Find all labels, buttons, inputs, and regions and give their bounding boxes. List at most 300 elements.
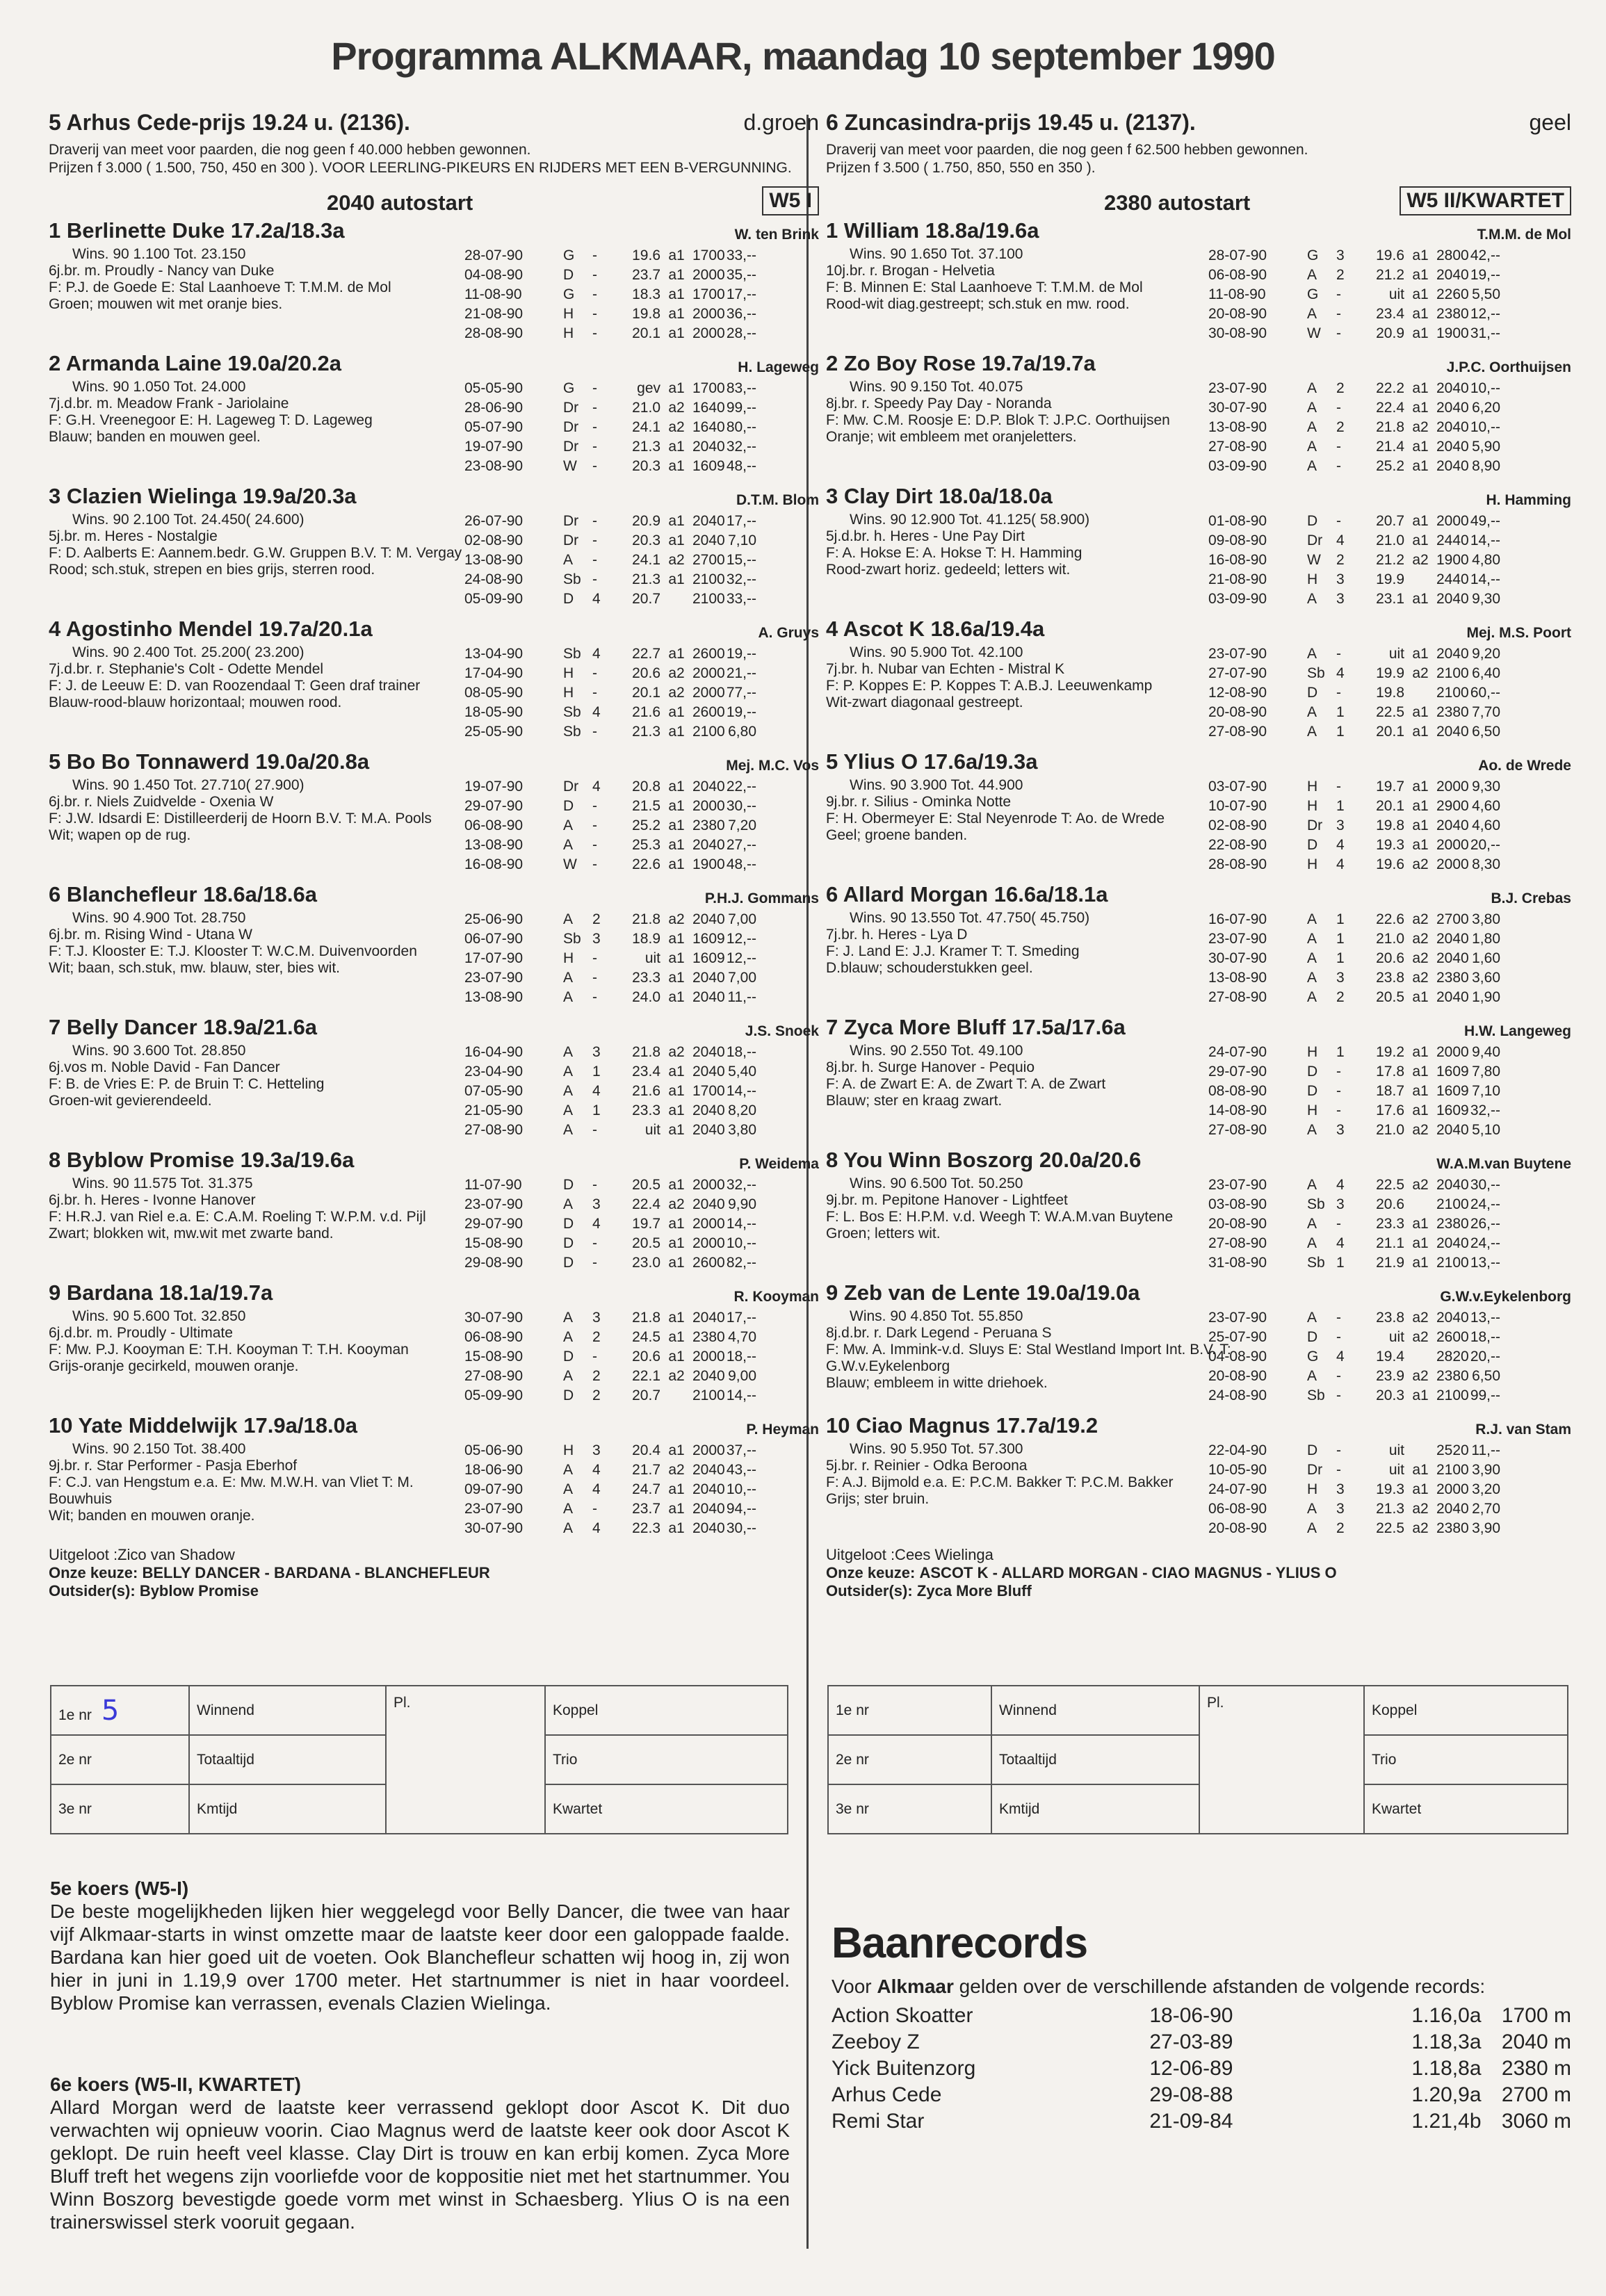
result-cell: 7,70 [1472, 704, 1500, 720]
recent-results [1208, 1043, 1500, 1140]
horse-info-line: Wins. 90 12.900 Tot. 41.125( 58.900) [850, 512, 1090, 528]
result-cell: 22.5 [1376, 1520, 1404, 1536]
result-cell: - [592, 1235, 597, 1251]
result-cell: 20.9 [632, 513, 660, 529]
result-cell: 24-07-90 [1208, 1044, 1267, 1060]
result-cell: 20.7 [632, 1387, 660, 1403]
horse-info [49, 1175, 466, 1242]
result-cell: 2000 [1436, 779, 1469, 795]
result-cell: 7,80 [1472, 1064, 1500, 1080]
horse-info-line: Wins. 90 2.150 Tot. 38.400 [72, 1441, 246, 1457]
recent-results [1208, 910, 1500, 1007]
grid-cell-winnend: Winnend [991, 1686, 1199, 1735]
result-cell: 28-08-90 [464, 325, 524, 341]
horse-name: 9 Bardana 18.1a/19.7a [49, 1280, 273, 1305]
result-cell: 21.4 [1376, 439, 1404, 455]
result-cell: a1 [668, 950, 685, 966]
result-cell: - [592, 571, 597, 587]
result-cell: a2 [1412, 931, 1429, 947]
horse-info-line: Oranje; wit embleem met oranjeletters. [826, 429, 1077, 445]
result-cell: a2 [668, 665, 685, 681]
horse-info-line: F: P. Koppes E: P. Koppes T: A.B.J. Leeuwenkamp [826, 678, 1153, 694]
result-cell: A [1307, 1177, 1317, 1193]
result-cell: 6,50 [1472, 1368, 1500, 1384]
result-cell: a2 [1412, 1329, 1429, 1345]
result-cell: 2 [1336, 419, 1345, 435]
horse-info-line: Wins. 90 5.600 Tot. 32.850 [72, 1308, 246, 1324]
result-cell: 4,60 [1472, 817, 1500, 833]
onze-keuze-value: ASCOT K - ALLARD MORGAN - CIAO MAGNUS - YLIUS O [919, 1564, 1337, 1581]
result-cell: 27-08-90 [1208, 989, 1267, 1005]
result-cell: 24.1 [632, 552, 660, 568]
result-cell: 4 [592, 1462, 601, 1478]
result-cell: 27-08-90 [464, 1122, 524, 1138]
horse-info-line: F: A. de Zwart E: A. de Zwart T: A. de Zwart [826, 1076, 1106, 1092]
result-cell: 48,-- [726, 856, 756, 872]
result-cell: 20.1 [1376, 798, 1404, 814]
result-cell: 23-07-90 [464, 1501, 524, 1517]
horse-info-line: 8j.br. h. Surge Hanover - Pequio [826, 1059, 1035, 1075]
result-cell: 12,-- [1470, 306, 1500, 322]
horse-info-line: 5j.d.br. h. Heres - Une Pay Dirt [826, 528, 1025, 544]
result-cell: 2 [1336, 552, 1345, 568]
result-cell: 2040 [1436, 724, 1469, 740]
result-cell: A [563, 1462, 574, 1478]
result-cell: 14,-- [1470, 571, 1500, 587]
result-cell: 20.9 [1376, 325, 1404, 341]
result-cell: 06-08-90 [1208, 1501, 1267, 1517]
result-cell: 20,-- [1470, 1349, 1500, 1365]
result-row [1208, 1062, 1500, 1082]
horse-info-line: F: J. Land E: J.J. Kramer T: T. Smeding [826, 943, 1080, 959]
result-cell: 15-08-90 [464, 1235, 524, 1251]
horse-name: 8 You Winn Boszorg 20.0a/20.6 [826, 1148, 1142, 1172]
result-cell: 21.0 [632, 400, 660, 416]
result-cell: - [592, 1255, 597, 1271]
result-cell: 25.2 [1376, 458, 1404, 474]
result-cell: 4 [1336, 1235, 1345, 1251]
result-row [464, 1347, 756, 1367]
result-row [464, 1460, 756, 1480]
result-row [464, 1308, 756, 1328]
recent-results [1208, 1441, 1500, 1538]
result-row [1208, 1234, 1500, 1253]
horse-entry [826, 1413, 1571, 1546]
result-cell: - [1336, 779, 1341, 795]
result-cell: a1 [1412, 532, 1429, 548]
horse-info-line: 6j.vos m. Noble David - Fan Dancer [49, 1059, 280, 1075]
result-cell: - [1336, 1329, 1341, 1345]
horse-info-line: 9j.br. r. Silius - Ominka Notte [826, 794, 1012, 810]
result-row [1208, 324, 1500, 343]
result-cell: 18.9 [632, 931, 660, 947]
result-cell: a2 [668, 685, 685, 701]
horse-info-line: Wins. 90 5.950 Tot. 57.300 [850, 1441, 1023, 1457]
result-cell: 20-08-90 [1208, 1216, 1267, 1232]
result-cell: 2 [1336, 267, 1345, 283]
result-cell: 21.9 [1376, 1255, 1404, 1271]
result-cell: - [1336, 1102, 1341, 1118]
result-cell: 1,80 [1472, 931, 1500, 947]
horse-info-line: Wins. 90 13.550 Tot. 47.750( 45.750) [850, 910, 1090, 926]
result-cell: 4,60 [1472, 798, 1500, 814]
result-row [1208, 988, 1500, 1007]
horse-info-line: F: G.H. Vreenegoor E: H. Lageweg T: D. Lageweg [49, 412, 373, 428]
result-cell: 2000 [692, 685, 725, 701]
result-cell: 21-08-90 [464, 306, 524, 322]
result-cell: a1 [668, 1122, 685, 1138]
result-cell: - [1336, 513, 1341, 529]
outsiders [826, 1582, 1571, 1600]
result-cell: a1 [1412, 306, 1429, 322]
result-row [464, 246, 756, 266]
result-cell: 23-07-90 [464, 970, 524, 986]
result-cell: Dr [1307, 817, 1323, 833]
result-row [1208, 551, 1500, 570]
record-cell: 2700 m [1501, 2083, 1571, 2106]
trainer-name: B.J. Crebas [1491, 890, 1571, 906]
result-cell: 5,40 [728, 1064, 756, 1080]
result-cell: 23.8 [1376, 970, 1404, 986]
result-cell: 19.3 [1376, 1481, 1404, 1497]
result-cell: a2 [1412, 419, 1429, 435]
result-cell: 19.6 [632, 247, 660, 263]
grid-cell-trio: Trio [1364, 1735, 1568, 1784]
horse-info-line: 5j.br. m. Heres - Nostalgie [49, 528, 218, 544]
result-cell: 06-08-90 [464, 1329, 524, 1345]
result-cell: 22.4 [1376, 400, 1404, 416]
result-cell: 2040 [692, 532, 725, 548]
baanrecords-table [832, 2003, 1571, 2135]
result-cell: 2000 [692, 267, 725, 283]
horse-info [826, 1441, 1243, 1508]
grid-cell-kwartet: Kwartet [545, 1784, 788, 1834]
record-cell: 27-03-89 [1149, 2030, 1233, 2053]
result-cell: 1,90 [1472, 989, 1500, 1005]
result-cell [1404, 1347, 1436, 1367]
result-cell: 2 [1336, 989, 1345, 1005]
race-conditions: Draverij van meet voor paarden, die nog geen f 62.500 hebben gewonnen. [826, 142, 1308, 158]
grid-cell-kmtijd: Kmtijd [991, 1784, 1199, 1834]
result-cell: 01-08-90 [1208, 513, 1267, 529]
recent-results [1208, 512, 1500, 609]
result-cell: 2000 [692, 325, 725, 341]
result-cell: 2100 [692, 724, 725, 740]
handwritten-number: 5 [101, 1694, 120, 1727]
trainer-name: W. ten Brink [734, 227, 819, 243]
horse-name: 2 Zo Boy Rose 19.7a/19.7a [826, 351, 1096, 375]
result-cell: 2040 [692, 1310, 725, 1326]
result-cell: 2000 [1436, 856, 1469, 872]
outsider-label: Outsider(s): [49, 1582, 136, 1599]
result-cell: 03-09-90 [1208, 458, 1267, 474]
result-row [464, 1214, 756, 1234]
record-cell: 18-06-90 [1149, 2004, 1233, 2027]
result-cell: 3 [592, 931, 601, 947]
result-row [1208, 512, 1500, 531]
result-cell: 26,-- [1470, 1216, 1500, 1232]
result-row [464, 644, 756, 664]
result-row [1208, 1367, 1500, 1386]
result-cell: a1 [1412, 817, 1429, 833]
result-cell: 31,-- [1470, 325, 1500, 341]
result-cell: 2600 [692, 704, 725, 720]
horse-info-line: F: D. Aalberts E: Aannem.bedr. G.W. Gruppen B.V. T: M. Vergay [49, 545, 462, 561]
race-distance: 2040 autostart [327, 190, 473, 215]
horse-info-line: Wins. 90 2.100 Tot. 24.450( 24.600) [72, 512, 305, 528]
result-cell: 2100 [1436, 685, 1469, 701]
result-cell: A [563, 1083, 574, 1099]
result-cell: 2000 [1436, 1481, 1469, 1497]
result-cell: 19.6 [1376, 247, 1404, 263]
result-cell: 13-08-90 [464, 552, 524, 568]
result-cell: 21.8 [632, 911, 660, 927]
result-cell: 06-08-90 [1208, 267, 1267, 283]
result-cell [660, 589, 692, 609]
result-cell: A [1307, 1310, 1317, 1326]
trainer-name: P. Heyman [746, 1422, 819, 1438]
result-cell: 2700 [1436, 911, 1469, 927]
grid-cell-koppel: Koppel [1364, 1686, 1568, 1735]
result-cell: 2040 [1436, 439, 1469, 455]
record-cell: 12-06-89 [1149, 2057, 1233, 2080]
result-cell: a1 [1412, 1481, 1429, 1497]
result-cell: Dr [563, 513, 579, 529]
horse-info-line: 6j.d.br. m. Proudly - Ultimate [49, 1325, 233, 1341]
result-cell: 1609 [1436, 1064, 1469, 1080]
horse-info-line: Rood-zwart horiz. gedeeld; letters wit. [826, 562, 1071, 578]
result-cell: 2040 [1436, 931, 1469, 947]
result-cell: 2800 [1436, 247, 1469, 263]
result-cell: H [563, 306, 574, 322]
result-row [464, 437, 756, 457]
result-cell [1404, 1195, 1436, 1214]
result-row [1208, 722, 1500, 742]
grid-cell-koppel: Koppel [545, 1686, 788, 1735]
result-cell: 22.7 [632, 646, 660, 662]
result-cell: A [563, 1501, 574, 1517]
horse-name: 7 Belly Dancer 18.9a/21.6a [49, 1015, 318, 1039]
result-cell: a1 [668, 1329, 685, 1345]
horse-info-line: Groen; letters wit. [826, 1226, 941, 1241]
result-cell: 11-08-90 [464, 286, 522, 302]
result-cell: 21-08-90 [1208, 571, 1267, 587]
result-cell: 24.0 [632, 989, 660, 1005]
result-row [464, 398, 756, 418]
result-cell: a1 [1412, 989, 1429, 1005]
result-row [464, 1195, 756, 1214]
result-cell: 10-05-90 [1208, 1462, 1267, 1478]
result-cell: W [1307, 552, 1321, 568]
result-cell: a1 [668, 306, 685, 322]
result-cell: 2380 [1436, 1216, 1469, 1232]
grid-cell-3e-nr: 3e nr [828, 1784, 991, 1834]
trainer-name: Ao. de Wrede [1478, 758, 1571, 774]
result-cell: A [563, 1481, 574, 1497]
result-cell: a2 [1412, 552, 1429, 568]
result-cell: 19.8 [632, 306, 660, 322]
result-cell: A [1307, 646, 1317, 662]
horse-info-line: F: B. Minnen E: Stal Laanhoeve T: T.M.M. de Mol [826, 279, 1143, 295]
result-cell: 13,-- [1470, 1255, 1500, 1271]
result-cell: 21.6 [632, 1083, 660, 1099]
horse-name: 7 Zyca More Bluff 17.5a/17.6a [826, 1015, 1126, 1039]
result-cell: H [563, 685, 574, 701]
result-cell: 06-07-90 [464, 931, 524, 947]
result-cell: a1 [668, 439, 685, 455]
horse-entry [826, 617, 1571, 749]
horse-info-line: 6j.br. h. Heres - Ivonne Hanover [49, 1192, 256, 1208]
horse-entry [49, 749, 819, 882]
result-cell: 23.4 [632, 1064, 660, 1080]
horse-info [826, 910, 1243, 977]
record-row [832, 2108, 1571, 2135]
horse-name: 10 Yate Middelwijk 17.9a/18.0a [49, 1413, 358, 1438]
result-cell: a1 [668, 1235, 685, 1251]
result-cell: 2000 [692, 665, 725, 681]
result-cell: - [592, 247, 597, 263]
result-cell: G [563, 247, 575, 263]
horse-info-line: Wins. 90 4.850 Tot. 55.850 [850, 1308, 1023, 1324]
result-cell: 17.6 [1376, 1102, 1404, 1118]
horse-info-line: Grijs; ster bruin. [826, 1491, 930, 1507]
record-row [832, 2029, 1571, 2055]
trainer-name: J.S. Snoek [745, 1023, 819, 1039]
result-row [1208, 1101, 1500, 1121]
result-row [464, 551, 756, 570]
result-cell: D [563, 1349, 574, 1365]
result-cell: a2 [1412, 1501, 1429, 1517]
result-cell: 1 [1336, 724, 1345, 740]
trainer-name: H. Hamming [1486, 492, 1571, 508]
result-cell: 19.3 [1376, 837, 1404, 853]
result-cell: 22.1 [632, 1368, 660, 1384]
result-cell: - [592, 532, 597, 548]
result-cell: a1 [668, 856, 685, 872]
result-cell: 18,-- [726, 1349, 756, 1365]
horse-info-line: Wins. 90 11.575 Tot. 31.375 [72, 1175, 253, 1191]
result-cell: a1 [1412, 591, 1429, 607]
result-cell: 3,90 [1472, 1462, 1500, 1478]
result-cell: 23-04-90 [464, 1064, 524, 1080]
result-cell: 2000 [1436, 837, 1469, 853]
result-cell: A [1307, 1368, 1317, 1384]
result-cell: 1900 [692, 856, 725, 872]
result-cell: 20.5 [632, 1177, 660, 1193]
result-row [1208, 836, 1500, 855]
result-cell: 22,-- [726, 779, 756, 795]
horse-entry [826, 749, 1571, 882]
result-cell: - [592, 1122, 597, 1138]
result-cell: 21.3 [632, 571, 660, 587]
result-cell: 2000 [692, 1216, 725, 1232]
result-cell: 25-05-90 [464, 724, 524, 740]
horse-info-line: F: A.J. Bijmold e.a. E: P.C.M. Bakker T: P.C.M. Bakker [826, 1474, 1174, 1490]
result-cell: 31-08-90 [1208, 1255, 1267, 1271]
result-cell: 21.5 [632, 798, 660, 814]
result-cell: A [1307, 1501, 1317, 1517]
result-cell: 1700 [692, 380, 725, 396]
trainer-name: R.J. van Stam [1475, 1422, 1571, 1438]
result-cell: - [592, 1177, 597, 1193]
result-cell: 2380 [1436, 704, 1469, 720]
result-row [464, 797, 756, 816]
horse-info-line: 6j.br. m. Proudly - Nancy van Duke [49, 263, 275, 279]
result-cell: 2040 [692, 970, 725, 986]
result-cell: 30,-- [726, 1520, 756, 1536]
result-cell [1404, 683, 1436, 703]
onze-keuze-value: BELLY DANCER - BARDANA - BLANCHEFLEUR [142, 1564, 490, 1581]
result-cell: 1609 [692, 458, 725, 474]
result-cell: 14-08-90 [1208, 1102, 1267, 1118]
result-cell: 2040 [1436, 646, 1469, 662]
result-cell: 2040 [1436, 1122, 1469, 1138]
result-cell: 3 [1336, 571, 1345, 587]
result-cell: - [592, 724, 597, 740]
result-cell: 1 [592, 1102, 601, 1118]
result-cell: 2440 [1436, 532, 1469, 548]
result-cell: 19.9 [1376, 665, 1404, 681]
result-cell: 08-08-90 [1208, 1083, 1267, 1099]
trainer-name: P. Weidema [739, 1156, 819, 1172]
result-cell: a1 [668, 1520, 685, 1536]
result-cell: 3,80 [1472, 911, 1500, 927]
horse-info [826, 777, 1243, 844]
result-cell: - [1336, 306, 1341, 322]
result-cell: 2040 [1436, 591, 1469, 607]
horse-info-line: Wins. 90 5.900 Tot. 42.100 [850, 644, 1023, 660]
commentary-text: De beste mogelijkheden lijken hier weggelegd voor Belly Dancer, die twee van haar vijf Alkmaar-starts in winst omzette maar de laatste keer door een galoppade faalde. Bardana kan hier goed uit de voeten. Ook Blanchefleur schatten wij hoog in, zij won hier in juni in 1.19,9 over 1700 meter. Het startnummer is niet in haar voordeel. Byblow Promise kan verrassen, evenals Clazien Wielinga. [50, 1900, 790, 2014]
horse-info-line: 10j.br. r. Brogan - Helvetia [826, 263, 995, 279]
result-cell: 2040 [692, 513, 725, 529]
result-cell: 20.6 [1376, 950, 1404, 966]
result-cell: 19.6 [1376, 856, 1404, 872]
result-cell: 42,-- [1470, 247, 1500, 263]
result-cell: a2 [1412, 665, 1429, 681]
result-row [464, 531, 756, 551]
result-cell: 05-07-90 [464, 419, 524, 435]
grid-cell-pl: Pl. [1199, 1686, 1364, 1834]
result-cell: H [563, 950, 574, 966]
result-cell: 27-08-90 [1208, 1122, 1267, 1138]
result-cell: - [1336, 286, 1341, 302]
result-cell: - [592, 856, 597, 872]
result-cell: 22.2 [1376, 380, 1404, 396]
race-title: 5 Arhus Cede-prijs 19.24 u. (2136). [49, 110, 410, 135]
result-cell: G [1307, 1349, 1319, 1365]
result-cell: 07-05-90 [464, 1083, 524, 1099]
result-cell: 25.2 [632, 817, 660, 833]
result-cell: 23.0 [632, 1255, 660, 1271]
result-cell: 48,-- [726, 458, 756, 474]
result-cell: 28-07-90 [1208, 247, 1267, 263]
result-cell: 32,-- [726, 571, 756, 587]
trainer-name: T.M.M. de Mol [1477, 227, 1571, 243]
result-cell: Dr [563, 419, 579, 435]
horse-info-line: Wins. 90 1.050 Tot. 24.000 [72, 379, 246, 395]
result-cell: 24-08-90 [1208, 1387, 1267, 1403]
result-cell: 11,-- [727, 989, 756, 1005]
result-row [1208, 457, 1500, 476]
result-cell: a1 [668, 837, 685, 853]
result-cell: 8,20 [728, 1102, 756, 1118]
result-cell: 17,-- [726, 513, 756, 529]
commentary-text: Allard Morgan werd de laatste keer verrassend geklopt door Ascot K. Dit duo verwachten wij opnieuw voorin. Ciao Magnus werd de laatste keer ook door Ascot K geklopt. De ruin heeft veel klasse. Clay Dirt is trouw en kan erbij komen. Zyca More Bluff treft het wegens zijn voorliefde voor de koppositie niet met het startnummer. You Winn Boszorg bevestigde goede vorm met winst in Schaesberg. Ylius O is na een trainerswissel sterk vooruit gegaan. [50, 2096, 790, 2233]
result-row [1208, 949, 1500, 968]
result-cell: uit [1388, 1329, 1404, 1345]
result-cell: 26-07-90 [464, 513, 524, 529]
result-cell: 9,30 [1472, 591, 1500, 607]
